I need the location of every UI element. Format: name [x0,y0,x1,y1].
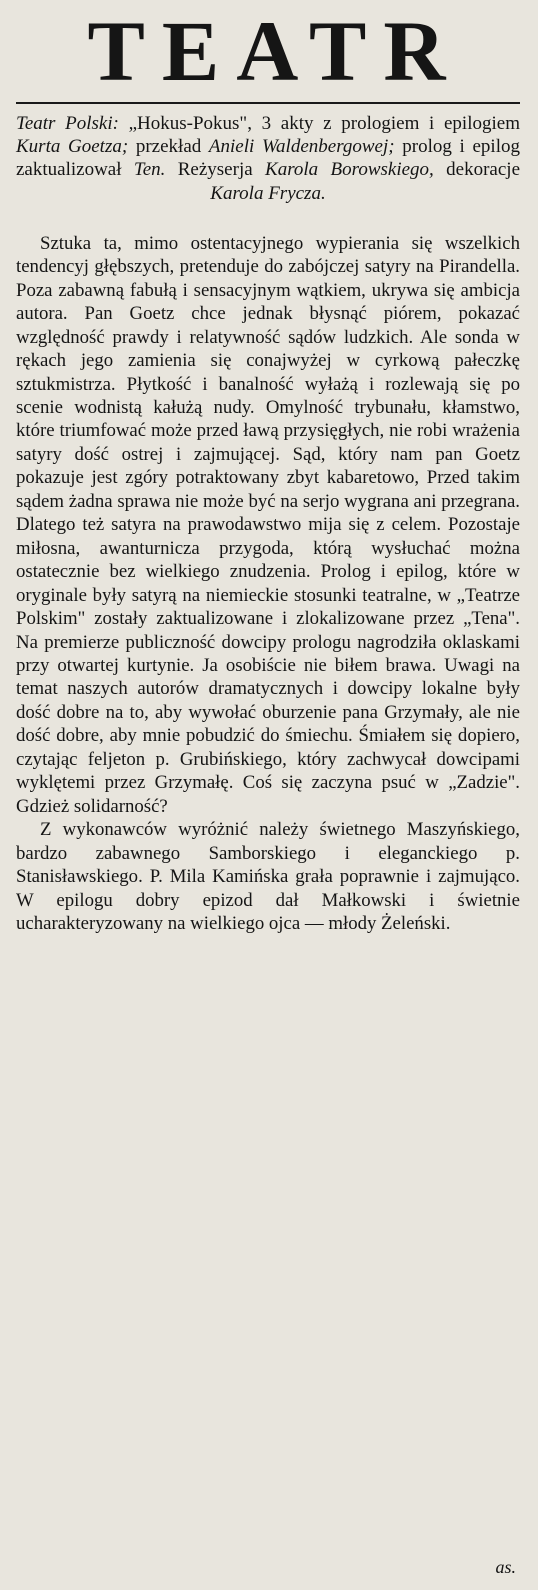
designer-name: Karola Frycza. [210,182,326,204]
masthead-rule [16,102,520,104]
review-paragraph-1: Sztuka ta, mimo ostentacyjnego wypierania się wszelkich tendencyj głębszych, pretenduje do zabójczej satyry na Pirandella. Poza zabawną fabułą i sensacyjnym wątkiem, ukrywa się ambicja autora. Pan Goetz chce jednak błysnąć piórem, pokazać względność prawdy i relatywność sądów ludzkich. Ale sonda w rękach jego zamienia się conajwyżej w cyrkową pałeczkę sztukmistrza. Płytkość i banalność wyłażą i rozlewają się po scenie wodnistą kałużą nudy. Omylność trybunału, kłamstwo, które triumfować może przed ławą przysięgłych, nie robi wrażenia satyry dość ostrej i zajmującej. Sąd, który nam pan Goetz pokazuje jest zgóry potraktowany zbyt kabaretowo, Przed takim sądem żadna sprawa nie może być na serjo wygrana ani przegrana. Dlatego też satyra na prawodawstwo mija się z celem. Pozostaje miłosna, awanturnicza przygoda, którą wysłuchać można ostatecznie bez wielkiego znudzenia. Prolog i epilog, które w oryginale były satyrą na niemieckie stosunki teatralne, w „Teatrze Polskim" zostały zaktualizowane i zlokalizowane przez „Tena". Na premierze publiczność dowcipy prologu nagrodziła oklaskami przy otwartej kurtynie. Ja osobiście nie biłem brawa. Uwagi na temat naszych autorów dramatycznych i dowcipy lokalne były dość dobre na to, aby wywołać oburzenie pana Grzymały, ale nie dość dobre, aby mnie pobudzić do śmiechu. Śmiałem się dopiero, czytając feljeton p. Grubińskiego, który zachwycał dowcipami wyklętemi przez Grzymałę. Coś się zaczyna psuć w „Zadzie". Gdzież solidarność? [16,232,520,817]
author-name: Kurta Goetza; [16,136,129,158]
review-body [16,232,520,936]
prolog-lead: prolog i epilog zaktualizował [16,136,520,181]
author-signature: as. [495,1557,516,1577]
theatre-name: Teatr Polski: [16,113,119,134]
newspaper-column [0,3,538,1590]
section-masthead: TEATR [87,3,463,99]
translation-lead: przekład [128,136,209,158]
decor-lead: dekoracje [433,159,520,181]
director-name: Karola Borowskiego, [265,159,434,181]
play-title: „Hokus-Pokus", 3 akty z prologiem i epilogiem [118,113,520,134]
play-credits [16,112,520,205]
direction-lead: Reżyserja [165,159,266,181]
updater-name: Ten. [133,159,166,181]
translator-name: Anieli Waldenbergowej; [208,136,395,158]
review-paragraph-2: Z wykonawców wyróżnić należy świetnego Maszyńskiego, bardzo zabawnego Samborskiego i eleganckiego p. Stanisławskiego. P. Mila Kamińska grała poprawnie i zajmująco. W epilogu dobry epizod dał Małkowski i świetnie ucharakteryzowany na wielkiego ojca — młody Żeleński. [16,819,520,934]
